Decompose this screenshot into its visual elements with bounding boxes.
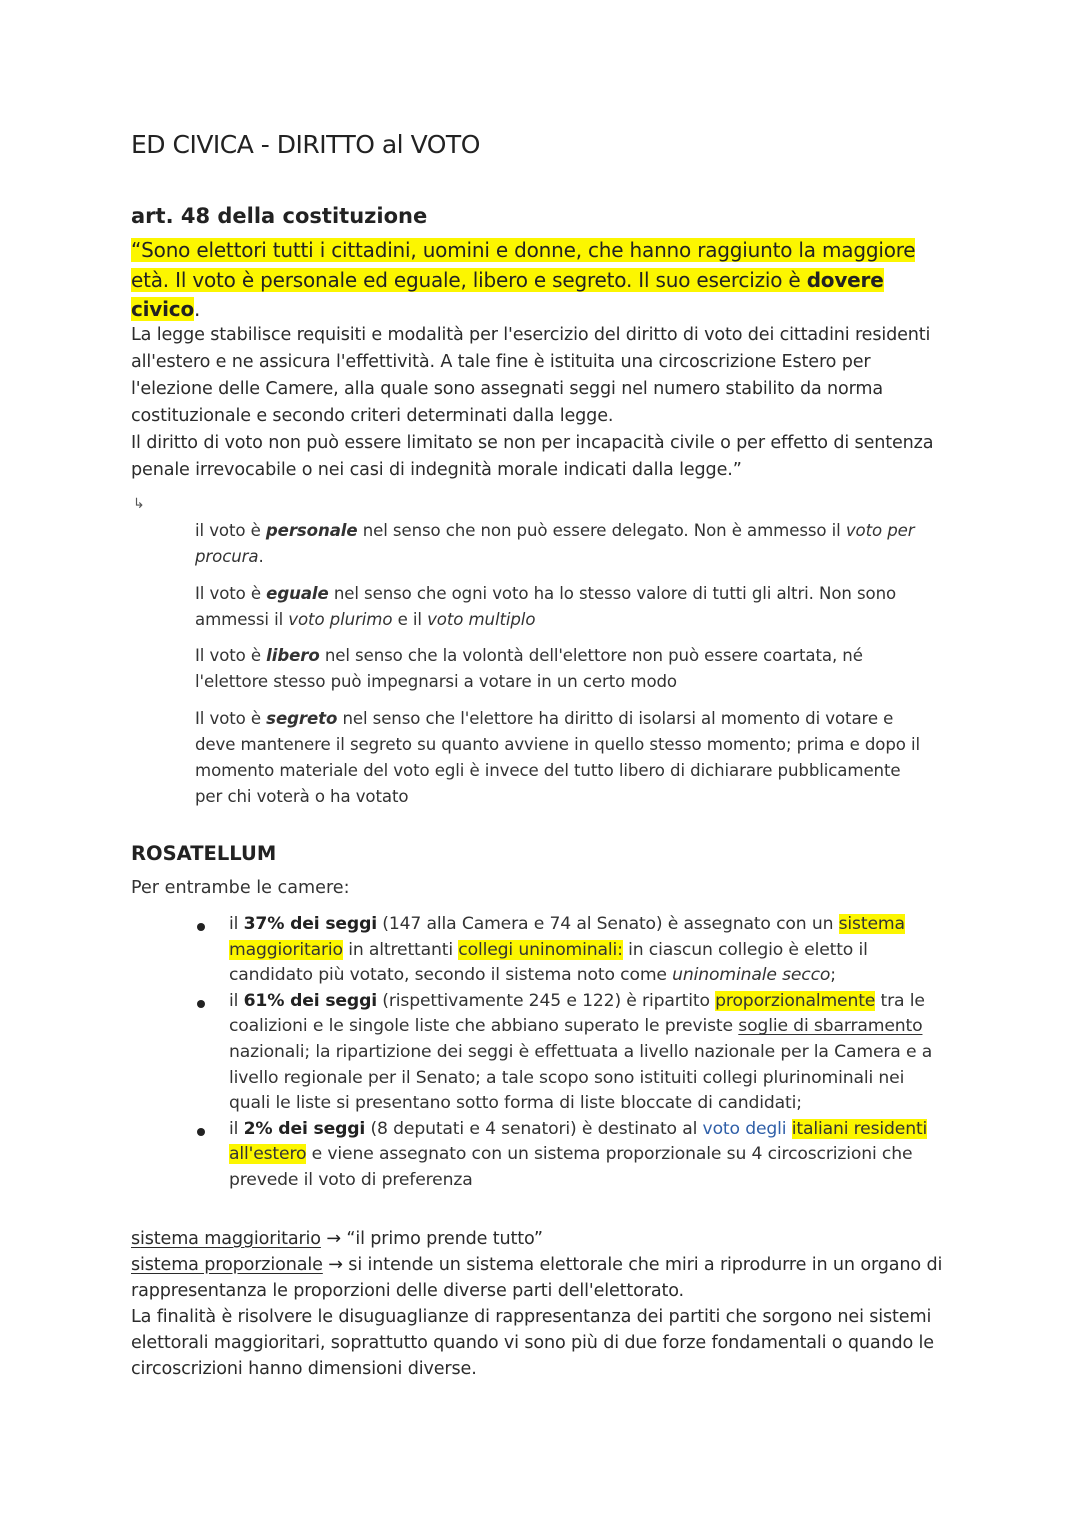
rosatellum-list [197, 912, 947, 1194]
right-arrow-icon: → [328, 1255, 343, 1275]
right-arrow-icon: → [326, 1229, 341, 1249]
term-segreto: segreto [266, 709, 338, 728]
term-proporzionale: sistema proporzionale [131, 1255, 323, 1275]
explanation-libero: Il voto è libero nel senso che la volontà dell'elettore non può essere coartata, né l'elettore stesso può impegnarsi a votare in un certo modo [195, 646, 863, 691]
quote-highlight: “Sono elettori tutti i cittadini, uomini e donne, che hanno raggiunto la maggiore età. Il voto è personale ed eguale, libero e segreto. Il suo esercizio è dovere civico [131, 238, 916, 321]
term-eguale: eguale [266, 584, 329, 603]
explanation-personale: il voto è personale nel senso che non può essere delegato. Non è ammesso il voto per procura. [195, 521, 915, 566]
explanation-segreto: Il voto è segreto nel senso che l'elettore ha diritto di isolarsi al momento di votare e deve mantenere il segreto su quanto avviene in quello stesso momento; prima e dopo il momento materiale del voto egli è invece del tutto libero di dichiarare pubblicamente per chi voterà o ha votato [195, 709, 921, 806]
article-quote: “Sono elettori tutti i cittadini, uomini e donne, che hanno raggiunto la maggiore età. Il voto è personale ed eguale, libero e segreto. Il suo esercizio è dovere civico. [131, 238, 916, 321]
article-body: La legge stabilisce requisiti e modalità per l'esercizio del diritto di voto dei cittadini residenti all'estero e ne assicura l'effettività. A tale fine è istituita una circoscrizione Estero per l'elezione delle Camere, alla quale sono assegnati seggi nel numero stabilito da norma costituzionale e secondo criteri determinati dalla legge. Il diritto di voto non può essere limitato se non per incapacità civile o per effetto di sentenza penale irrevocabile o nei casi di indegnità morale indicati dalla legge.” [131, 325, 934, 480]
term-personale: personale [265, 521, 358, 540]
page-title: ED CIVICA - DIRITTO al VOTO [131, 130, 480, 159]
bullet-icon [197, 1128, 205, 1136]
rosatellum-heading: ROSATELLUM [131, 842, 277, 865]
rosatellum-intro: Per entrambe le camere: [131, 878, 350, 898]
list-item: il 2% dei seggi (8 deputati e 4 senatori) è destinato al voto degli italiani residenti all'estero e viene assegnato con un sistema proporzionale su 4 circoscrizioni che prevede il voto di preferenza [197, 1117, 947, 1194]
bullet-icon [197, 923, 205, 931]
bullet-icon [197, 1000, 205, 1008]
article-heading: art. 48 della costituzione [131, 204, 428, 228]
list-item: il 61% dei seggi (rispettivamente 245 e 122) è ripartito proporzionalmente tra le coalizioni e le singole liste che abbiano superato le previste soglie di sbarramento nazionali; la ripartizione dei seggi è effettuata a livello nazionale per la Camera e a livello regionale per il Senato; a tale scopo sono istituiti collegi plurinominali nei quali le liste si presentano sotto forma di liste bloccate di candidati; [197, 989, 947, 1117]
definitions-block: sistema maggioritario → “il primo prende tutto” sistema proporzionale → si intende un sistema elettorale che miri a riprodurre in un organo di rappresentanza le proporzioni delle diverse parti dell'elettorato. La finalità è risolvere le disuguaglianze di rappresentanza dei partiti che sorgono nei sistemi elettorali maggioritari, soprattutto quando vi sono più di due forze fondamentali o quando le circoscrizioni hanno dimensioni diverse. [131, 1229, 943, 1379]
explanation-eguale: Il voto è eguale nel senso che ogni voto ha lo stesso valore di tutti gli altri. Non sono ammessi il voto plurimo e il voto multiplo [195, 584, 897, 629]
return-arrow-icon: ↳ [133, 496, 145, 512]
term-maggioritario: sistema maggioritario [131, 1229, 321, 1249]
term-libero: libero [266, 646, 320, 665]
list-item: il 37% dei seggi (147 alla Camera e 74 al Senato) è assegnato con un sistema maggioritario in altrettanti collegi uninominali: in ciascun collegio è eletto il candidato più votato, secondo il sistema noto come uninominale secco; [197, 912, 947, 989]
quote-bold-term: dovere civico [131, 267, 884, 321]
